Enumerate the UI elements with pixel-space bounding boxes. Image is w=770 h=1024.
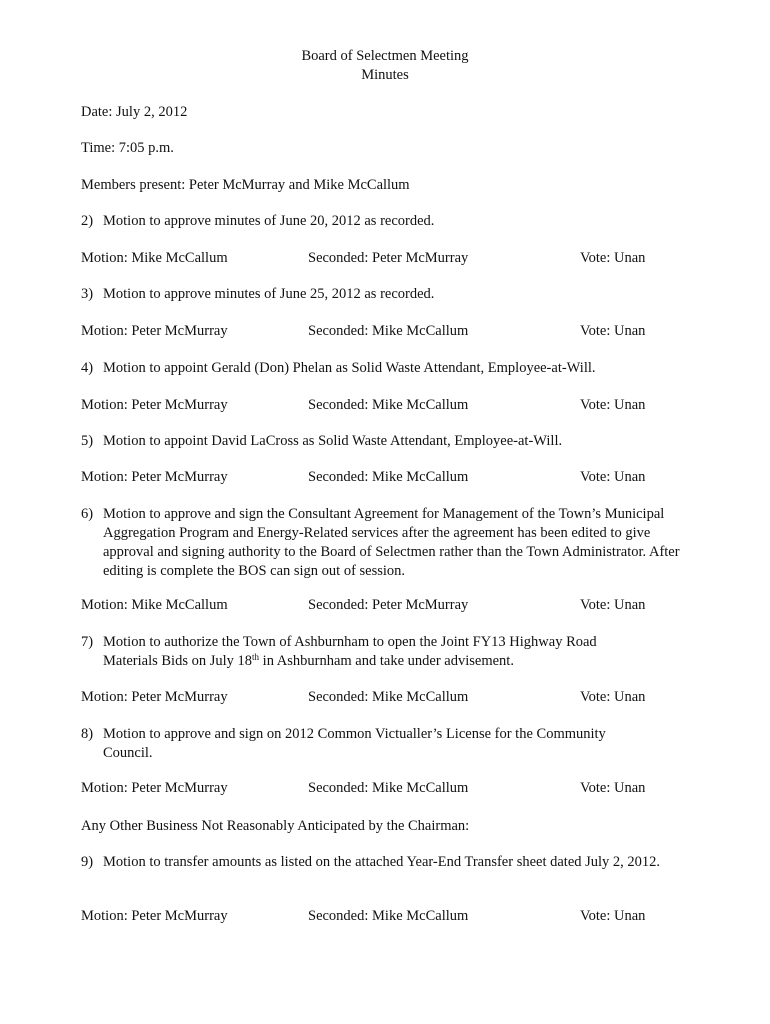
item-number: 3) [81,286,94,302]
seconded-by: Seconded: Mike McCallum [308,908,469,924]
document-subtitle: Minutes [361,67,409,83]
document-title: Board of Selectmen Meeting [301,48,469,64]
seconded-by: Seconded: Mike McCallum [308,397,469,413]
motion-by: Motion: Peter McMurray [81,780,228,796]
motion-row [81,396,681,415]
vote-result: Vote: Unan [580,908,646,924]
item-text: Motion to approve and sign on 2012 Common Victualler’s License for the Community Council. [103,726,606,761]
motion-row [81,907,681,926]
agenda-item [81,633,641,671]
members-present: Members present: Peter McMurray and Mike McCallum [81,177,410,193]
vote-result: Vote: Unan [580,469,646,485]
meeting-date: Date: July 2, 2012 [81,104,188,120]
item-text: Motion to authorize the Town of Ashburnham to open the Joint FY13 Highway Road Materials Bids on July 18th in Ashburnham and take under advisement. [103,634,597,669]
vote-result: Vote: Unan [580,323,646,339]
seconded-by: Seconded: Mike McCallum [308,323,469,339]
seconded-by: Seconded: Mike McCallum [308,469,469,485]
motion-row [81,468,681,487]
item-text: Motion to appoint Gerald (Don) Phelan as Solid Waste Attendant, Employee-at-Will. [103,360,596,376]
agenda-item [81,505,681,581]
motion-row [81,596,681,615]
agenda-item [81,359,681,378]
item-text: Motion to appoint David LaCross as Solid Waste Attendant, Employee-at-Will. [103,433,563,449]
item-number: 6) [81,506,94,522]
seconded-by: Seconded: Mike McCallum [308,689,469,705]
vote-result: Vote: Unan [580,689,646,705]
item-number: 9) [81,854,94,870]
item-number: 5) [81,433,94,449]
agenda-item [81,725,641,763]
item-text: Motion to approve and sign the Consultant Agreement for Management of the Town’s Municipal Aggregation Program and Energy-Related services after the agreement has been edited to give approval and signing authority to the Board of Selectmen rather than the Town Administrator. After editing is complete the BOS can sign out of session. [103,506,680,579]
meeting-time: Time: 7:05 p.m. [81,140,174,156]
vote-result: Vote: Unan [580,397,646,413]
motion-by: Motion: Peter McMurray [81,323,228,339]
seconded-by: Seconded: Peter McMurray [308,250,469,266]
motion-by: Motion: Peter McMurray [81,689,228,705]
item-number: 8) [81,726,94,742]
agenda-item [81,285,681,304]
agenda-item [81,212,681,231]
motion-row [81,322,681,341]
item-number: 7) [81,634,94,650]
vote-result: Vote: Unan [580,250,646,266]
agenda-item [81,432,681,451]
motion-by: Motion: Peter McMurray [81,469,228,485]
motion-row [81,688,681,707]
vote-result: Vote: Unan [580,780,646,796]
other-business-heading: Any Other Business Not Reasonably Anticipated by the Chairman: [81,818,470,834]
superscript-ordinal: th [252,652,260,662]
agenda-item [81,853,661,872]
motion-row [81,779,681,798]
item-number: 4) [81,360,94,376]
item-text: Motion to transfer amounts as listed on the attached Year-End Transfer sheet dated July 2, 2012. [103,854,661,870]
item-text: Motion to approve minutes of June 25, 2012 as recorded. [103,286,435,302]
motion-by: Motion: Mike McCallum [81,250,228,266]
vote-result: Vote: Unan [580,597,646,613]
item-number: 2) [81,213,94,229]
motion-by: Motion: Mike McCallum [81,597,228,613]
seconded-by: Seconded: Mike McCallum [308,780,469,796]
item-text: Motion to approve minutes of June 20, 2012 as recorded. [103,213,435,229]
seconded-by: Seconded: Peter McMurray [308,597,469,613]
motion-by: Motion: Peter McMurray [81,397,228,413]
motion-row [81,249,681,268]
motion-by: Motion: Peter McMurray [81,908,228,924]
